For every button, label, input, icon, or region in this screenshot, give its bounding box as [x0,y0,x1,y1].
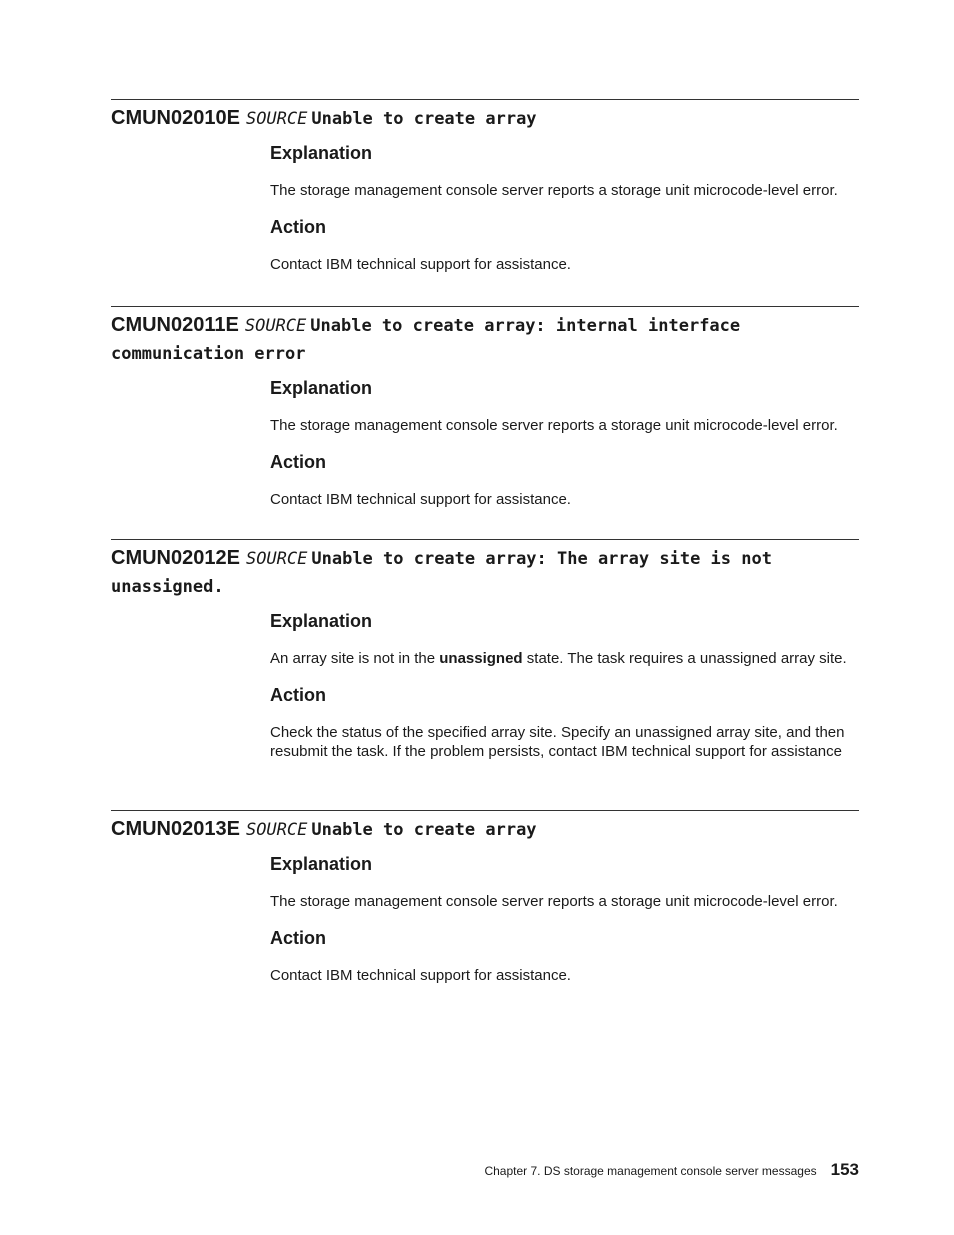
message-heading [111,312,859,368]
message-title: Unable to create array: internal interface communication error [111,316,741,364]
explanation-heading: Explanation [270,378,373,398]
message-code: CMUN02011E [111,314,239,336]
message-heading [111,545,859,601]
message-block-cmun02013e [111,810,859,985]
message-block-cmun02010e [111,99,859,274]
message-heading [111,105,859,133]
action-text: Contact IBM technical support for assistance. [270,491,571,508]
message-block-cmun02012e [111,539,859,761]
explanation-heading: Explanation [270,854,373,874]
action-heading: Action [270,685,326,705]
message-source: SOURCE [244,316,307,336]
chapter-title: Chapter 7. DS storage management console server messages [484,1164,817,1178]
explanation-heading: Explanation [270,611,373,631]
action-text: Check the status of the specified array site. Specify an unassigned array site, and then resubmit the task. If the problem persists, contact IBM technical support for assistance [270,724,845,760]
explanation-text: The storage management console server reports a storage unit microcode-level error. [270,182,838,199]
message-title: Unable to create array [311,109,537,129]
explanation-text: The storage management console server reports a storage unit microcode-level error. [270,417,838,434]
explanation-text-post: state. The task requires a unassigned array site. [522,650,847,667]
message-body [270,377,855,509]
message-source: SOURCE [245,109,308,129]
message-title: Unable to create array: The array site is not unassigned. [111,549,772,597]
message-body [270,142,855,274]
unassigned-term: unassigned [439,650,523,667]
explanation-heading: Explanation [270,143,373,163]
page-footer [484,1160,859,1180]
explanation-text: The storage management console server reports a storage unit microcode-level error. [270,893,838,910]
message-code: CMUN02013E [111,818,240,840]
action-text: Contact IBM technical support for assistance. [270,256,571,273]
page-number: 153 [830,1160,859,1179]
message-source: SOURCE [245,820,308,840]
message-body [270,853,855,985]
message-heading [111,816,859,844]
message-block-cmun02011e [111,306,859,509]
message-code: CMUN02010E [111,107,240,129]
message-code: CMUN02012E [111,547,240,569]
message-body [270,610,855,761]
message-title: Unable to create array [311,820,537,840]
message-source: SOURCE [245,549,308,569]
action-heading: Action [270,217,326,237]
explanation-text [270,649,855,668]
action-heading: Action [270,452,326,472]
action-text: Contact IBM technical support for assistance. [270,967,571,984]
explanation-text-pre: An array site is not in the [270,650,440,667]
action-heading: Action [270,928,326,948]
